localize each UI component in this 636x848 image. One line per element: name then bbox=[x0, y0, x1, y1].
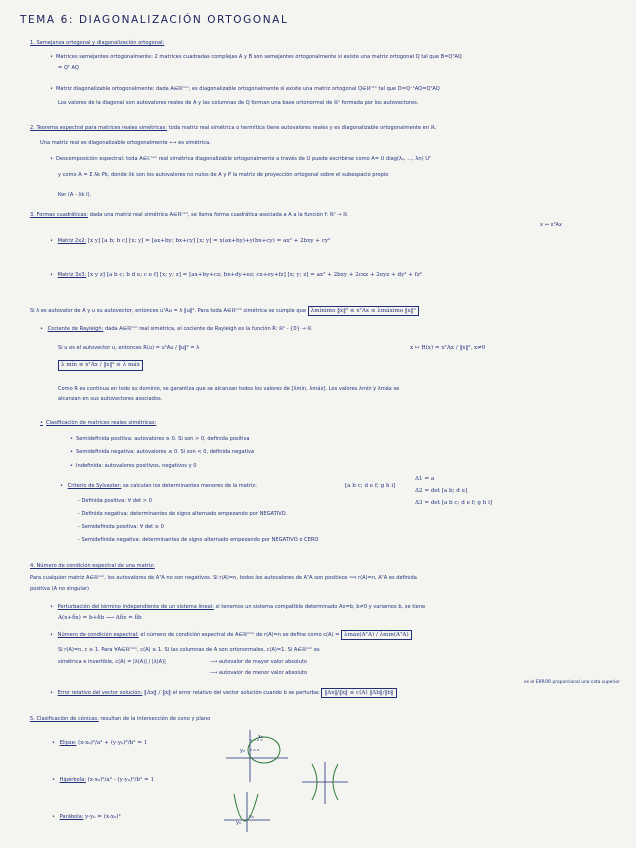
rayleigh-line-3: Como R es continua en todo su dominio, se garantiza que se alcanzan todos los valores de [λmín, λmáx]. Los valores λmín y λmáx se bbox=[58, 386, 400, 392]
conic-elipse bbox=[52, 740, 147, 747]
sylvester-d1: Δ1 = a bbox=[415, 476, 435, 482]
s2-bullet-1c: Ker (A - λk I). bbox=[58, 192, 92, 198]
lambda-bound-box: λmínimo ‖x‖² ≤ xᵀAx ≤ λmáximo ‖x‖² bbox=[308, 306, 419, 316]
relative-error-right: ‖Δx‖/‖x‖ ≤ c(A) ‖Δb‖/‖b‖ bbox=[321, 688, 396, 698]
conic-hiperbola bbox=[52, 777, 154, 784]
ellipse-sketch bbox=[220, 728, 290, 784]
page-title: TEMA 6: DIAGONALIZACIÓN ORTOGONAL bbox=[20, 14, 289, 26]
rayleigh-line-2: Si u es el autovector u, entonces R(u) = uᵀAu / ‖u‖² = λ bbox=[58, 345, 200, 351]
s1-bullet-2: • Matriz diagonalizable ortogonalmente: dada A∈ℝⁿˣⁿ, es diagonalizable ortogonalmente si existe una matriz ortogonal Q∈ℝⁿˣⁿ tal que D=Q⁻¹AQ=QᵀAQ bbox=[50, 86, 440, 93]
parabola-eq: y-y₀ = (x-x₀)² bbox=[85, 814, 121, 820]
elipse-label: Elipse: bbox=[59, 740, 77, 746]
relative-error-text: el error relativo del vector solución cuando b se perturba: bbox=[172, 690, 320, 696]
sylvester-def-pos: - Definida positiva: ∀ det > 0 bbox=[78, 498, 152, 504]
section-1-heading: 1. Semejanza ortogonal y diagonalización ortogonal: bbox=[30, 40, 165, 46]
matrix-3x3 bbox=[50, 272, 422, 279]
condition-number-line-3: simétrica e invertible, c(A) = |λ(A)| / |λ(A)| bbox=[58, 659, 166, 665]
conic-parabola bbox=[52, 814, 121, 821]
section-4-text: Para cualquier matriz A∈ℝⁿˣⁿ, los autovalores de AᵀA no son negativos. Si r(A)=n, todos los autovalores de AᵀA son positivos ⟹ r(A)=n, AᵀA es definida bbox=[30, 575, 417, 581]
matrix-2x2 bbox=[50, 238, 330, 245]
rayleigh bbox=[40, 326, 311, 333]
s2-bullet-1b: y como A = Σ λk Pk, donde λk son los autovalores no nulos de A y P la matriz de proyección ortogonal sobre el subespacio propio bbox=[58, 172, 389, 178]
rayleigh-box: λ mín ≤ xᵀAx / ‖x‖² ≤ λ máx bbox=[58, 360, 143, 371]
sylvester-semidef-neg: - Semidefinida negativa: determinantes de signo alternado empezando por NEGATIVO o CERO bbox=[78, 537, 319, 543]
ellipse-x0-label: x₀ bbox=[258, 734, 263, 740]
matrix-3x3-label: Matriz 3x3: bbox=[57, 272, 87, 278]
quadratic-map: x ↦ xᵀAx bbox=[540, 222, 562, 228]
rayleigh-label: Cociente de Rayleigh: bbox=[47, 326, 104, 332]
matrix-3x3-right: = ax² + 2bxy + 2cxz + 2eyz + dy² + fz² bbox=[310, 272, 423, 278]
parabola-sketch bbox=[222, 790, 272, 834]
relative-error-left: ‖Δx‖ / ‖x‖ bbox=[143, 690, 171, 696]
hiperbola-eq: (x-x₀)²/a² - (y-y₀)²/b² = 1 bbox=[87, 777, 155, 783]
ellipse-curve bbox=[248, 737, 280, 763]
section-5-heading: 5. Clasificación de cónicas: bbox=[30, 716, 99, 722]
s2-bullet-1: • Descomposición espectral: toda A∈ℂⁿˣⁿ real simétrica diagonalizable ortogonalmente a través de U puede escribirse como A= U diag(λ₁, ..., λn) Uᵀ bbox=[50, 156, 431, 163]
sylvester-d3: Δ3 = det [a b c; d e f; g h i] bbox=[415, 500, 493, 506]
section-2-text2: Una matriz real es diagonalizable ortogonalmente ⟷ es simétrica. bbox=[40, 140, 211, 146]
rayleigh-text: dada A∈ℝⁿˣⁿ real simétrica, el cociente de Rayleigh es la función R: ℝⁿ - {0} → ℝ bbox=[104, 326, 312, 332]
ellipse-y0-label: y₀ bbox=[240, 748, 245, 754]
section-4-heading: 4. Número de condición espectral de una matriz: bbox=[30, 563, 155, 569]
class-indefinida: • Indefinida: autovalores positivos, negativos y 0 bbox=[70, 463, 196, 470]
perturbation-text: si tenemos un sistema compatible determinado Ax=b, b≠0 y variamos b, se tiene bbox=[215, 604, 426, 610]
class-semidef-neg: • Semidefinida negativa: autovalores ≤ 0. Si son < 0, definida negativa bbox=[70, 449, 254, 456]
relative-error-label: Error relativo del vector solución: bbox=[57, 690, 143, 696]
sylvester-label: Criterio de Sylvester: bbox=[67, 483, 122, 489]
section-2-heading: 2. Teorema espectral para matrices reales simétricas: bbox=[30, 125, 168, 131]
condition-number-line-2: Si r(A)=n, c ≥ 1. Para ∀A∈ℝᵐˣⁿ, c(A) ≥ 1. Si las columnas de A son ortonormales, c(A)=1. Si A∈ℝⁿˣⁿ es bbox=[58, 647, 320, 653]
relative-error-note: es el ERROR proporcional una cota superior bbox=[524, 680, 620, 685]
parabola-y0-label: y₀ bbox=[236, 820, 241, 826]
condition-arrow-min: ⟶ autovalor de menor valor absoluto bbox=[210, 670, 308, 676]
rayleigh-map: x ↦ R(x) = xᵀAx / ‖x‖², x≠0 bbox=[410, 345, 486, 351]
classification-label: • Clasificación de matrices reales simétricas: bbox=[40, 420, 156, 427]
s1-bullet-2b: Los valores de la diagonal son autovalores reales de A y las columnas de Q forman una base ortonormal de ℝⁿ formada por los autovectores. bbox=[58, 100, 419, 106]
section-2 bbox=[30, 125, 436, 132]
condition-number-label: Número de condición espectral: bbox=[57, 632, 139, 638]
class-semidef-pos: • Semidefinida positiva: autovalores ≥ 0. Si son > 0, definida positiva bbox=[70, 436, 250, 443]
lambda-bound bbox=[30, 308, 419, 315]
section-5-text: resultan de la intersección de cono y plano bbox=[100, 716, 211, 722]
s1-bullet-1: • Matrices semejantes ortogonalmente: 2 matrices cuadradas complejas A y B son semejantes ortogonalmente si existe una matriz ortogonal Q tal que B=QᵀAQ bbox=[50, 54, 462, 61]
section-3-text: dada una matriz real simétrica A∈ℝⁿˣⁿ, se llama forma cuadrática asociada a A a la función f: ℝⁿ → ℝ bbox=[89, 212, 348, 218]
lambda-bound-text: Si λ es autovalor de A y u su autovector, entonces uᵀAu = λ ‖u‖². Para toda A∈ℝⁿˣⁿ simétrica se cumple que bbox=[30, 308, 307, 314]
s1-bullet-1b: = Qᵀ AQ bbox=[58, 65, 79, 71]
perturbation-label: Perturbación del término independiente de un sistema lineal: bbox=[57, 604, 214, 610]
section-3 bbox=[30, 212, 347, 219]
sylvester-d2: Δ2 = det [a b; d e] bbox=[415, 488, 468, 494]
matrix-2x2-right: = x(ax+by)+y(bx+cy) = ax² + 2bxy + cy² bbox=[213, 238, 331, 244]
sylvester bbox=[60, 483, 257, 490]
sylvester-semidef-pos: - Semidefinida positiva: ∀ det ≥ 0 bbox=[78, 524, 164, 530]
matrix-2x2-left: [x y] [a b; b c] [x; y] = [ax+by; bx+cy] [x; y] bbox=[87, 238, 212, 244]
elipse-eq: (x-x₀)²/a² + (y-y₀)²/b² = 1 bbox=[78, 740, 148, 746]
perturbation bbox=[50, 604, 425, 611]
parabola-curve bbox=[234, 794, 258, 821]
sylvester-def-neg: - Definida negativa: determinantes de signo alternado empezando por NEGATIVO. bbox=[78, 511, 288, 517]
matrix-2x2-label: Matriz 2x2: bbox=[57, 238, 87, 244]
rayleigh-line-4: alcanzan en sus autovectores asociados. bbox=[58, 396, 163, 402]
section-2-text: toda matriz real simétrica o hermítica tiene autovalores reales y es diagonalizable ortogonalmente en ℝ. bbox=[168, 125, 437, 131]
condition-arrow-max: ⟶ autovalor de mayor valor absoluto bbox=[210, 659, 307, 665]
section-3-heading: 3. Formas cuadráticas: bbox=[30, 212, 89, 218]
relative-error bbox=[50, 690, 397, 697]
sylvester-text: se calculan los determinantes menores de la matriz: bbox=[123, 483, 257, 489]
condition-number-frac: λmáx(AᵀA) / λmín(AᵀA) bbox=[341, 630, 412, 640]
section-4-text2: positiva (A no singular) bbox=[30, 586, 90, 592]
hyperbola-sketch bbox=[300, 760, 350, 806]
matrix-3x3-left: [x y z] [a b c; b d e; c e f] [x; y; z] = [ax+by+cz; bx+dy+ez; cx+ey+fz] [x; y; z] bbox=[87, 272, 309, 278]
parabola-x0-label: x₀ bbox=[249, 814, 254, 820]
section-5 bbox=[30, 716, 210, 723]
sylvester-matrix: [a b c; d e f; g h i] bbox=[345, 483, 396, 489]
perturbation-eq: A(x+δx) = b+δb ⟶ Aδx = δb bbox=[58, 615, 142, 621]
condition-number bbox=[50, 632, 412, 639]
hiperbola-label: Hipérbola: bbox=[59, 777, 86, 783]
parabola-label: Parábola: bbox=[59, 814, 84, 820]
condition-number-text: el número de condición espectral de A∈ℝᵐˣⁿ de r(A)=n se define como c(A) = bbox=[140, 632, 340, 638]
